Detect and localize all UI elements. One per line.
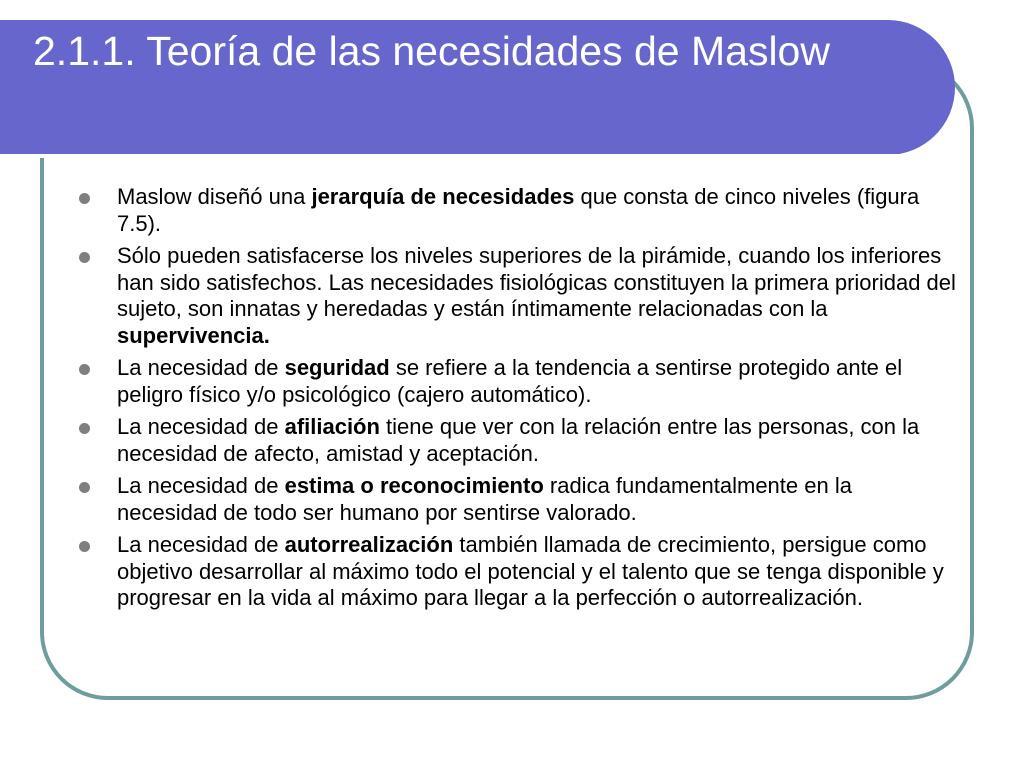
bullet-text [117,355,902,407]
bullet-text [117,184,919,236]
bold-term: afiliación [284,414,380,439]
bullet-dot-icon [79,252,90,263]
bullet-dot-icon [79,423,90,434]
text-segment: que consta de cinco niveles (figura 7.5). [117,184,920,236]
bullet-item [78,414,958,467]
bullet-text [117,532,944,610]
bullet-dot-icon [79,482,90,493]
text-segment: Sólo pueden satisfacerse los niveles superiores de la pirámide, cuando los inferiores han sido satisfechos. Las necesidades fisiológicas constituyen la primera prioridad del sujeto, son innatas y heredadas y están íntimamente relacionadas con la [117,243,956,321]
bullet-text [117,473,852,525]
text-segment: también llamada de crecimiento, persigue como objetivo desarrollar al máximo todo el potencial y el talento que se tenga disponible y progresar en la vida al máximo para llegar a la perfección o autorrealización. [117,532,944,610]
text-segment: tiene que ver con la relación entre las personas, con la necesidad de afecto, amistad y aceptación. [117,414,920,466]
bullet-item [78,243,958,349]
bold-term: seguridad [284,355,390,380]
bullet-text [117,243,956,348]
bullet-text [117,414,919,466]
bullet-item [78,473,958,526]
title-underline [0,154,905,158]
bullet-dot-icon [79,193,90,204]
text-segment: radica fundamentalmente en la necesidad de todo ser humano por sentirse valorado. [117,473,852,525]
bold-term: supervivencia. [117,322,270,348]
bullet-item [78,532,958,612]
bullet-dot-icon [79,541,90,552]
bullet-list [78,184,958,618]
text-segment: se refiere a la tendencia a sentirse protegido ante el peligro físico y/o psicológico (cajero automático). [117,355,903,407]
text-segment: La necesidad de [117,473,285,498]
text-segment: Maslow diseñó una [117,184,312,209]
bold-term: estima o reconocimiento [284,473,544,498]
bullet-dot-icon [79,364,90,375]
text-segment: La necesidad de [117,532,285,557]
text-segment: La necesidad de [117,355,285,380]
bold-term: jerarquía de necesidades [311,184,575,209]
slide-title: 2.1.1. Teoría de las necesidades de Maslow [33,28,830,74]
text-segment: La necesidad de [117,414,285,439]
bold-term: autorrealización [284,532,454,557]
bullet-item [78,184,958,237]
bullet-item [78,355,958,408]
